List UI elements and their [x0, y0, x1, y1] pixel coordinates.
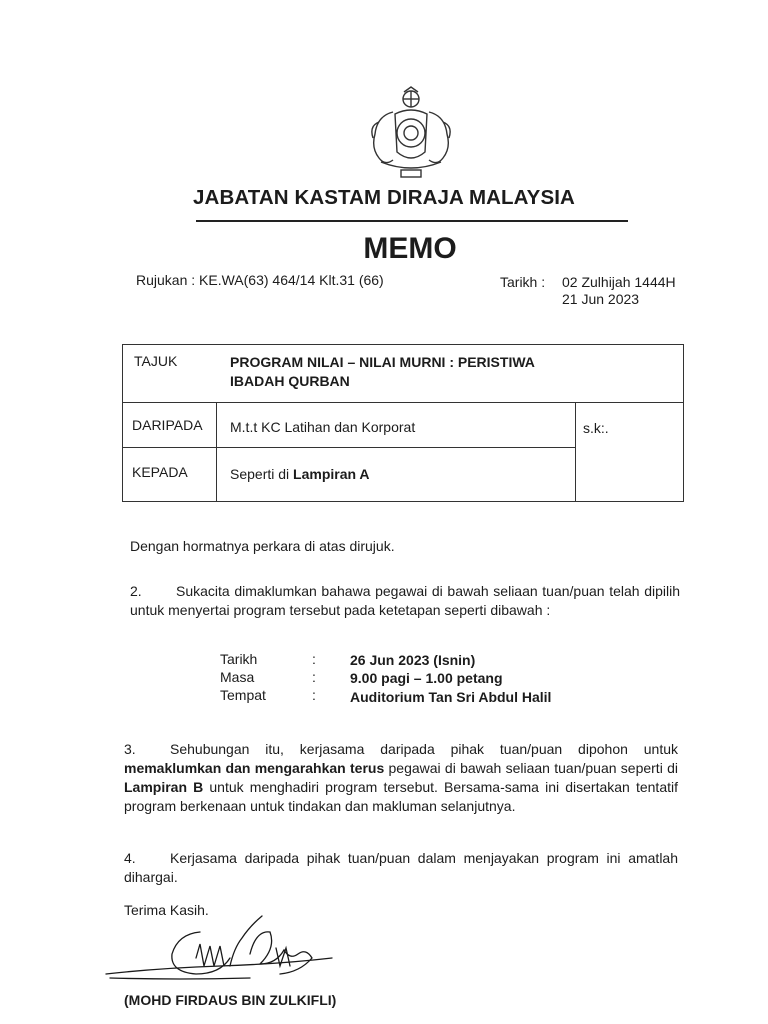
tajuk-label: TAJUK [134, 353, 178, 369]
subject-table [122, 344, 684, 502]
lampiran-a-ref: Lampiran A [293, 466, 370, 482]
paragraph-3-text: pegawai di bawah seliaan tuan/puan seperti di [384, 760, 678, 776]
schedule-colon: : [312, 651, 316, 667]
kepada-prefix: Seperti di [230, 466, 294, 482]
paragraph-3-text: Sehubungan itu, kerjasama daripada pihak tuan/puan dipohon untuk [170, 741, 678, 757]
table-divider [216, 402, 217, 501]
coat-of-arms-crest [355, 86, 467, 182]
tajuk-line-1: PROGRAM NILAI – NILAI MURNI : PERISTIWA [230, 354, 535, 370]
schedule-label: Tempat [220, 687, 266, 703]
organization-name: JABATAN KASTAM DIRAJA MALAYSIA [193, 186, 575, 209]
daripada-label: DARIPADA [132, 417, 203, 433]
paragraph-3-text: untuk menghadiri program tersebut. Bersama-sama ini disertakan tentatif program berkenaan untuk tindakan dan makluman selanjutnya. [124, 779, 679, 814]
schedule-value: Auditorium Tan Sri Abdul Halil [350, 689, 552, 705]
greeting-text: Dengan hormatnya perkara di atas dirujuk. [130, 538, 395, 554]
table-divider [123, 402, 683, 403]
paragraph-2 [130, 582, 680, 620]
sk-label: s.k:. [583, 420, 609, 436]
table-divider [575, 402, 576, 501]
paragraph-2-text: Sukacita dimaklumkan bahawa pegawai di bawah seliaan tuan/puan telah dipilih untuk menyertai program tersebut pada ketetapan seperti dibawah : [130, 583, 680, 618]
paragraph-4 [124, 849, 678, 887]
handwritten-signature [100, 908, 340, 1000]
schedule-colon: : [312, 669, 316, 685]
date-label: Tarikh : [500, 274, 546, 290]
schedule-label: Tarikh [220, 651, 258, 667]
date-gregorian: 21 Jun 2023 [562, 291, 640, 307]
paragraph-number: 4. [124, 850, 136, 866]
lampiran-b-ref: Lampiran B [124, 779, 204, 795]
schedule-colon: : [312, 687, 316, 703]
closing-text: Terima Kasih. [124, 902, 209, 918]
reference-number: Rujukan : KE.WA(63) 464/14 Klt.31 (66) [136, 272, 384, 288]
header-divider [196, 220, 628, 222]
schedule-label: Masa [220, 669, 255, 685]
paragraph-number: 2. [130, 583, 142, 599]
table-divider [123, 447, 576, 448]
signatory-name: (MOHD FIRDAUS BIN ZULKIFLI) [124, 992, 337, 1008]
daripada-value: M.t.t KC Latihan dan Korporat [230, 419, 416, 435]
kepada-label: KEPADA [132, 464, 188, 480]
kepada-value [230, 466, 370, 482]
schedule-value: 26 Jun 2023 (Isnin) [350, 652, 476, 668]
paragraph-3-emphasis: memaklumkan dan mengarahkan terus [124, 760, 385, 776]
paragraph-4-text: Kerjasama daripada pihak tuan/puan dalam menjayakan program ini amatlah dihargai. [124, 850, 678, 885]
date-hijri: 02 Zulhijah 1444H [562, 274, 676, 290]
paragraph-number: 3. [124, 741, 136, 757]
schedule-value: 9.00 pagi – 1.00 petang [350, 670, 503, 686]
tajuk-line-2: IBADAH QURBAN [230, 373, 350, 389]
paragraph-3 [124, 740, 678, 816]
document-title: MEMO [363, 232, 457, 265]
